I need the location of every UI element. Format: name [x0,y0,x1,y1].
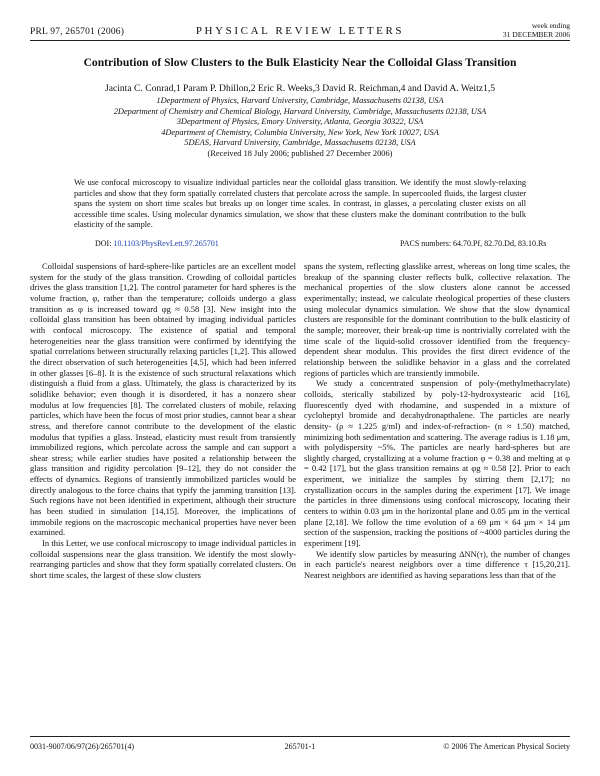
week-ending [503,21,570,39]
journal-reference: PRL 97, 265701 (2006) [30,27,125,37]
left-column [30,261,296,581]
page-number: 265701-1 [284,742,316,751]
footer-rule [30,736,570,737]
body-paragraph: In this Letter, we use confocal microscopy to image individual particles in colloidal suspensions near the glass transition. We identify the most slowly-rearranging particles and show that they form spatially correlated clusters. On short time scales, the largest of these slow clusters [30,538,296,581]
body-paragraph: Colloidal suspensions of hard-sphere-like particles are an excellent model system for the study of the glass transition. Crowding of colloidal particles drives the glass transition [1,2]. The control parameter for hard spheres is the volume fraction, φ, rather than the temperature; colloids undergo a glass transition as φ is increased toward φg ≈ 0.58 [3]. New insight into the colloidal glass transition has been obtained by imaging individual particles with confocal microscopy. The existence of spatial and temporal heterogeneities near the glass transition were confirmed by identifying the spatial correlations between structurally relaxing particles [1,2]. This allowed the direct observation of such heterogeneities [4,5], which had been inferred in other glasses [6–8]. It is the existence of such structural relaxations which distinguish a fluid from a glass. Ultimately, the glass is characterized by its solidlike behavior; even though it is disordered, it has a nonzero shear modulus at low frequencies [8]. The correlated clusters of mobile, relaxing particles, which have been the focus of most prior studies, cannot bear a shear stress, and therefore cannot contribute to the development of the elastic modulus that typifies a glass. Instead, elasticity must result from transiently immobilized regions, which percolate across the sample and can support a shear stress; while earlier studies have posited a relationship between the glass transition and rigidity percolation [9–12], they do not consider the effects of dynamics. Regions of transiently immobilized particles would be directly analogous to the force chains that typify the jamming transition [13]. Such regions have not been identified in experiment, although their structure has been studied in simulation [14,15]. Moreover, the implications of immobile regions on the macroscopic mechanical properties have never been examined. [30,261,296,538]
affiliation-1: 1Department of Physics, Harvard University, Cambridge, Massachusetts 02138, USA [156,96,444,105]
header-rule [30,40,570,41]
body-paragraph: We study a concentrated suspension of poly-(methylmethacrylate) colloids, sterically stabilized by poly-12-hydroxystearic acid [16], fluorescently dyed with rhodamine, and suspended in a mixture of cycloheptyl bromide and decahydronapthalene. The particles are nearly density- (ρ ≈ 1.225 g/ml) and index-of-refraction- (n ≈ 1.50) matched, minimizing both sedimentation and scattering. The average radius is 1.18 μm, with polydispersity ~5%. The particles are nearly hard-spheres but are slightly charged, crystallizing at a volume fraction φ = 0.38 and melting at φ = 0.42 [17], but the glass transition remains at φg ≈ 0.58 [2]. Prior to each experiment, we initialize the samples by stirring them [2,17]; no crystallization occurs in the samples during the experiment [17]. We image the particles in three dimensions using confocal microscopy, locating their centers to within 0.03 μm in the horizontal plane and 0.05 μm in the vertical plane [2,18]. We follow the time evolution of a 69 μm × 64 μm × 14 μm section of the suspension, tracking the positions of ~4000 particles during the experiment [19]. [304,378,570,549]
paper-title: Contribution of Slow Clusters to the Bulk Elasticity Near the Colloidal Glass Transition [83,56,517,69]
right-column [304,261,570,581]
doi-label: DOI: [95,239,112,248]
affiliation-5: 5DEAS, Harvard University, Cambridge, Massachusetts 02138, USA [184,138,416,147]
affiliation-2: 2Department of Chemistry and Chemical Biology, Harvard University, Cambridge, Massachusetts 02138, USA [113,106,487,116]
affiliation-3: 3Department of Physics, Emory University, Atlanta, Georgia 30322, USA [176,117,424,126]
doi-link[interactable]: 10.1103/PhysRevLett.97.265701 [113,239,219,248]
received-dates: (Received 18 July 2006; published 27 December 2006) [207,148,393,158]
footer-code: 0031-9007/06/97(26)/265701(4) [30,742,134,751]
journal-name: PHYSICAL REVIEW LETTERS [195,25,405,37]
abstract: We use confocal microscopy to visualize individual particles near the colloidal glass transition. We identify the most slowly-relaxing particles and show that they form spatially correlated clusters that percolate across the sample. In supercooled fluids, the largest cluster spans the system on short time scales but breaks up on longer time scales. In contrast, in glasses, a percolating cluster exists on all accessible time scales. Using molecular dynamics simulation, we show that these clusters make the dominant contribution to the bulk elasticity of the sample. [74,178,526,230]
pacs-numbers: PACS numbers: 64.70.Pf, 82.70.Dd, 83.10.Rs [400,239,547,248]
week-ending-date: 31 DECEMBER 2006 [502,30,570,39]
author-list: Jacinta C. Conrad,1 Param P. Dhillon,2 Eric R. Weeks,3 David R. Reichman,4 and David A. Weitz1,5 [104,83,496,94]
body-paragraph: We identify slow particles by measuring ΔNN(τ), the number of changes in each particle's nearest neighbors over a time difference τ [15,20,21]. Nearest neighbors are identified as having separations less than that of the [304,548,570,581]
week-ending-label: week ending [531,21,570,30]
copyright: © 2006 The American Physical Society [443,742,570,751]
affiliation-4: 4Department of Chemistry, Columbia University, New York, New York 10027, USA [161,127,439,137]
affiliations [30,96,570,159]
body-paragraph: spans the system, reflecting glasslike arrest, whereas on long time scales, the breakup of the spanning cluster reflects bulk, collective relaxation. The mechanical properties of the slow clusters alone cannot be accessed experimentally; instead, we calculate rheological properties of these clusters using molecular dynamics simulation. We show that the slow dynamical clusters are responsible for the dominant contribution to the bulk elasticity of the sample; moreover, their break-up time is nontrivially correlated with the time scale of the liquid-solid crossover identified from the frequency-dependent shear modulus. This provides the first direct evidence of the relationship between the solidlike behavior in a glass and the correlated regions of particles which are transiently immobile. [304,261,570,378]
doi-pacs-row [95,239,547,248]
